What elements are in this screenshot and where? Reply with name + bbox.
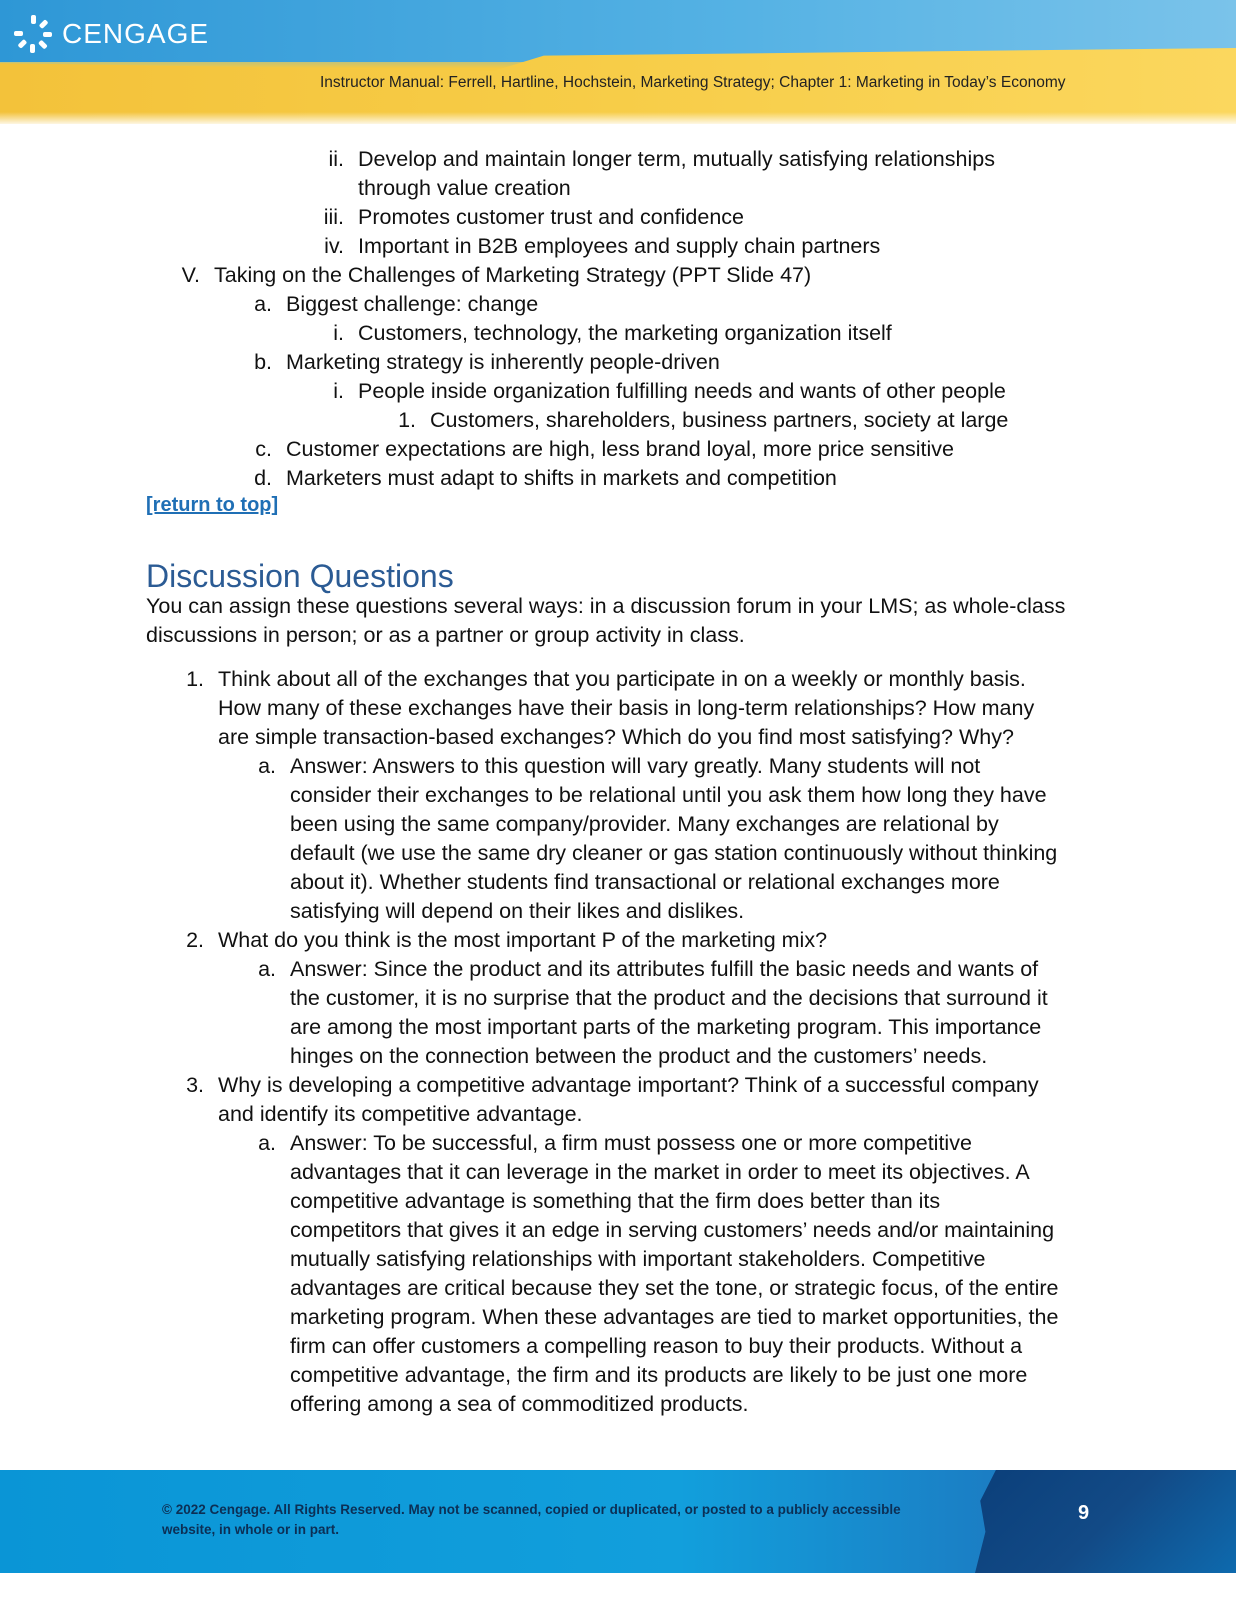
outline-item	[358, 174, 571, 203]
outline-text: Develop and maintain longer term, mutually satisfying relationships	[358, 147, 995, 171]
answer-line	[258, 752, 981, 781]
outline-text: Promotes customer trust and confidence	[358, 205, 744, 229]
answer-line	[290, 1216, 1054, 1245]
answer-line	[290, 1013, 1041, 1042]
cengage-logo	[12, 14, 209, 54]
answer-line	[290, 868, 1000, 897]
answer-text: satisfying will depend on their likes and dislikes.	[290, 899, 745, 923]
question-text: are simple transaction-based exchanges? Which do you find most satisfying? Why?	[218, 725, 1014, 749]
question-line	[186, 1071, 1039, 1100]
answer-line	[290, 1245, 985, 1274]
outline-item	[328, 145, 995, 174]
page-footer	[0, 1470, 1236, 1573]
header-fade	[0, 112, 1236, 124]
answer-marker: a.	[258, 957, 276, 981]
answer-line	[290, 1042, 987, 1071]
copyright-notice	[162, 1500, 942, 1540]
outline-item	[333, 377, 1006, 406]
answer-line	[290, 1361, 1027, 1390]
outline-item	[254, 348, 720, 377]
outline-text: Marketers must adapt to shifts in markets and competition	[286, 466, 837, 490]
answer-line	[290, 1390, 749, 1419]
outline-text: Marketing strategy is inherently people-driven	[286, 350, 720, 374]
outline-text: Important in B2B employees and supply chain partners	[358, 234, 881, 258]
answer-text: default (we use the same dry cleaner or gas station continuously without thinking	[290, 841, 1058, 865]
outline-item	[255, 435, 955, 464]
answer-text: Answer: To be successful, a firm must possess one or more competitive	[290, 1131, 972, 1155]
answer-text: marketing program. When these advantages are tied to market opportunities, the	[290, 1305, 1059, 1329]
outline-item	[254, 464, 837, 493]
answer-text: competitive advantage is something that the firm does better than its	[290, 1189, 941, 1213]
outline-marker: c.	[255, 437, 272, 461]
answer-line	[290, 1332, 1022, 1361]
outline-item	[324, 232, 881, 261]
answer-text: been using the same company/provider. Many exchanges are relational by	[290, 812, 999, 836]
page-bottom-margin	[0, 1573, 1236, 1600]
question-text: How many of these exchanges have their basis in long-term relationships? How many	[218, 696, 1035, 720]
answer-line	[290, 810, 999, 839]
answer-text: hinges on the connection between the product and the customers’ needs.	[290, 1044, 988, 1068]
outline-marker: i.	[333, 379, 344, 403]
page-number: 9	[1078, 1502, 1090, 1524]
answer-text: the customer, it is no surprise that the product and the decisions that surround it	[290, 986, 1048, 1010]
question-marker: 1.	[186, 667, 204, 691]
copyright-line: © 2022 Cengage. All Rights Reserved. May not be scanned, copied or duplicated, or posted to a publicly accessible	[162, 1502, 901, 1517]
answer-line	[258, 1129, 972, 1158]
outline-text: Biggest challenge: change	[286, 292, 539, 316]
answer-line	[290, 1158, 1030, 1187]
answer-text: offering among a sea of commoditized products.	[290, 1392, 749, 1416]
section-intro-line: discussions in person; or as a partner or group activity in class.	[146, 623, 745, 647]
return-to-top-link[interactable]: [return to top]	[146, 494, 279, 516]
answer-text: advantages are critical because they set the tone, or strategic focus, of the entire	[290, 1276, 1059, 1300]
answer-text: consider their exchanges to be relational until you ask them how long they have	[290, 783, 1047, 807]
outline-item	[398, 406, 1009, 435]
question-line	[186, 665, 1026, 694]
answer-text: Answer: Since the product and its attributes fulfill the basic needs and wants of	[290, 957, 1039, 981]
outline-item	[323, 203, 744, 232]
outline-marker: a.	[254, 292, 272, 316]
question-line	[186, 926, 828, 955]
question-line	[218, 1100, 583, 1129]
outline-item	[181, 261, 812, 290]
question-text: and identify its competitive advantage.	[218, 1102, 583, 1126]
answer-text: about it). Whether students find transactional or relational exchanges more	[290, 870, 1000, 894]
section-intro-line: You can assign these questions several ways: in a discussion forum in your LMS; as whole-class	[146, 594, 1066, 618]
outline-item	[333, 319, 892, 348]
cengage-logo-text: CENGAGE	[62, 18, 210, 49]
question-marker: 2.	[186, 928, 204, 952]
section-heading: Discussion Questions	[146, 558, 454, 594]
answer-line	[290, 839, 1057, 868]
answer-text: firm can offer customers a compelling reason to buy their products. Without a	[290, 1334, 1023, 1358]
outline-text: Customers, technology, the marketing organization itself	[358, 321, 892, 345]
question-line	[218, 723, 1014, 752]
answer-text: competitive advantage, the firm and its products are likely to be just one more	[290, 1363, 1028, 1387]
footer-decoration	[975, 1470, 1236, 1573]
answer-text: Answer: Answers to this question will vary greatly. Many students will not	[290, 754, 981, 778]
outline-item	[254, 290, 539, 319]
answer-line	[290, 1187, 940, 1216]
outline-text: People inside organization fulfilling needs and wants of other people	[358, 379, 1006, 403]
answer-text: competitors that gives it an edge in serving customers’ needs and/or maintaining	[290, 1218, 1055, 1242]
answer-marker: a.	[258, 754, 276, 778]
question-text: Think about all of the exchanges that you participate in on a weekly or monthly basis.	[218, 667, 1026, 691]
answer-text: mutually satisfying relationships with important stakeholders. Competitive	[290, 1247, 986, 1271]
cengage-logo-icon	[12, 13, 54, 55]
outline-marker: ii.	[328, 147, 344, 171]
answer-line	[290, 1274, 1058, 1303]
outline-text: Customer expectations are high, less brand loyal, more price sensitive	[286, 437, 955, 461]
answer-marker: a.	[258, 1131, 276, 1155]
answer-line	[290, 984, 1048, 1013]
answer-text: advantages that it can leverage in the market in order to meet its objectives. A	[290, 1160, 1030, 1184]
outline-marker: d.	[254, 466, 272, 490]
copyright-line: website, in whole or in part.	[162, 1522, 340, 1537]
question-line	[218, 694, 1034, 723]
outline-marker: V.	[181, 263, 200, 287]
answer-line	[258, 955, 1039, 984]
outline-text: Customers, shareholders, business partners, society at large	[430, 408, 1009, 432]
outline-marker: iii.	[323, 205, 344, 229]
header-title: Instructor Manual: Ferrell, Hartline, Hochstein, Marketing Strategy; Chapter 1: Marketing in Today’s Economy	[320, 74, 1066, 91]
outline-text: through value creation	[358, 176, 571, 200]
outline-marker: iv.	[324, 234, 344, 258]
outline-marker: 1.	[398, 408, 416, 432]
question-text: Why is developing a competitive advantage important? Think of a successful company	[218, 1073, 1039, 1097]
question-marker: 3.	[186, 1073, 204, 1097]
outline-marker: b.	[254, 350, 272, 374]
answer-line	[290, 897, 744, 926]
answer-line	[290, 1303, 1058, 1332]
outline-text: Taking on the Challenges of Marketing Strategy (PPT Slide 47)	[214, 263, 812, 287]
answer-text: are among the most important parts of the marketing program. This importance	[290, 1015, 1042, 1039]
outline-marker: i.	[333, 321, 344, 345]
answer-line	[290, 781, 1047, 810]
page-header	[0, 0, 1236, 124]
question-text: What do you think is the most important P of the marketing mix?	[218, 928, 828, 952]
